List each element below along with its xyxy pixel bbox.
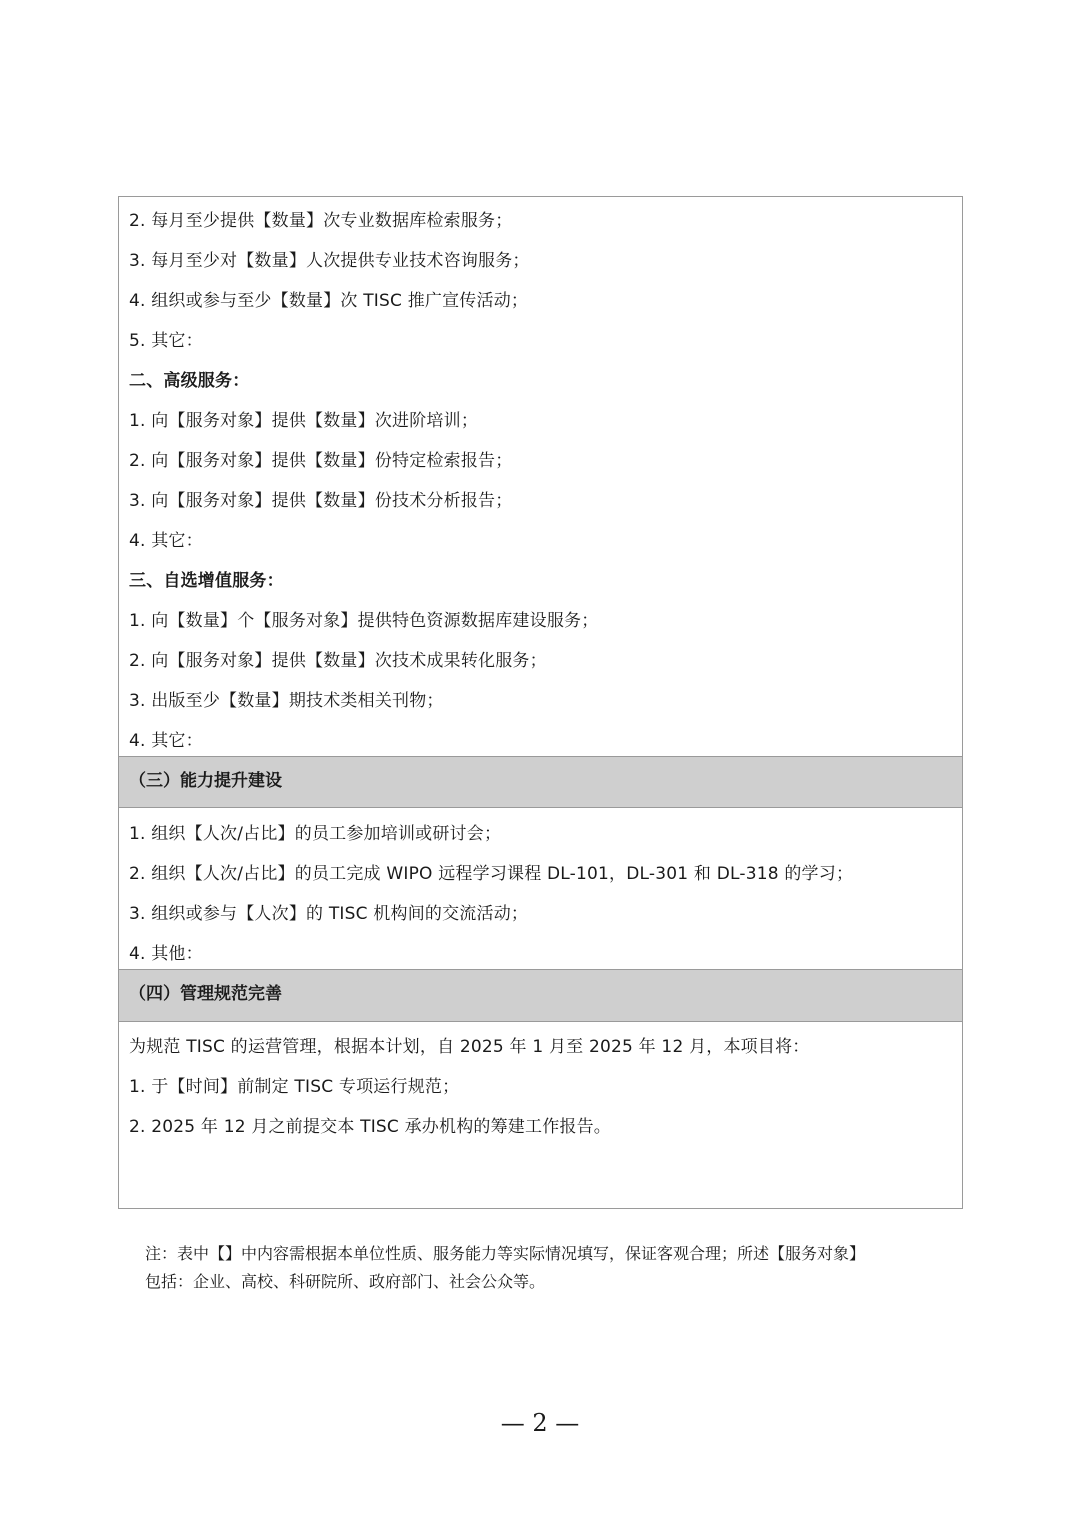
- value-added-service-item: 4. 其它：: [129, 731, 203, 751]
- management-intro: 为规范 TISC 的运营管理，根据本计划，自 2025 年 1 月至 2025 年 12 月，本项目将：: [129, 1037, 810, 1057]
- basic-service-item: 5. 其它：: [129, 331, 203, 351]
- value-added-service-item: 1. 向【数量】个【服务对象】提供特色资源数据库建设服务；: [129, 611, 599, 631]
- advanced-service-item: 4. 其它：: [129, 531, 203, 551]
- capacity-building-item: 2. 组织【人次/占比】的员工完成 WIPO 远程学习课程 DL-101，DL-301 和 DL-318 的学习；: [129, 864, 854, 884]
- basic-service-item: 2. 每月至少提供【数量】次专业数据库检索服务；: [129, 211, 513, 231]
- capacity-building-item: 3. 组织或参与【人次】的 TISC 机构间的交流活动；: [129, 904, 529, 924]
- advanced-service-item: 3. 向【服务对象】提供【数量】份技术分析报告；: [129, 491, 513, 511]
- management-item: 2. 2025 年 12 月之前提交本 TISC 承办机构的筹建工作报告。: [129, 1117, 611, 1137]
- management-item: 1. 于【时间】前制定 TISC 专项运行规范；: [129, 1077, 460, 1097]
- capacity-building-title: （三）能力提升建设: [129, 771, 282, 791]
- capacity-building-header: [119, 756, 962, 808]
- advanced-service-item: 2. 向【服务对象】提供【数量】份特定检索报告；: [129, 451, 513, 471]
- footnote-line: 包括：企业、高校、科研院所、政府部门、社会公众等。: [145, 1272, 546, 1291]
- value-added-service-item: 3. 出版至少【数量】期技术类相关刊物；: [129, 691, 444, 711]
- value-added-service-item: 2. 向【服务对象】提供【数量】次技术成果转化服务；: [129, 651, 547, 671]
- capacity-building-item: 4. 其他：: [129, 944, 203, 964]
- basic-service-item: 3. 每月至少对【数量】人次提供专业技术咨询服务；: [129, 251, 530, 271]
- capacity-building-item: 1. 组织【人次/占比】的员工参加培训或研讨会；: [129, 824, 502, 844]
- basic-service-item: 4. 组织或参与至少【数量】次 TISC 推广宣传活动；: [129, 291, 529, 311]
- footnote: [145, 1240, 960, 1296]
- advanced-service-item: 1. 向【服务对象】提供【数量】次进阶培训；: [129, 411, 479, 431]
- management-title: （四）管理规范完善: [129, 984, 282, 1004]
- value-added-services-heading: 三、自选增值服务：: [129, 571, 284, 591]
- plan-table: [118, 196, 963, 1209]
- page-number: — 2 —: [500, 1409, 580, 1437]
- advanced-services-heading: 二、高级服务：: [129, 371, 250, 391]
- footnote-line: 注：表中【】中内容需根据本单位性质、服务能力等实际情况填写，保证客观合理；所述【服务对象】: [145, 1244, 866, 1263]
- management-header: [119, 969, 962, 1022]
